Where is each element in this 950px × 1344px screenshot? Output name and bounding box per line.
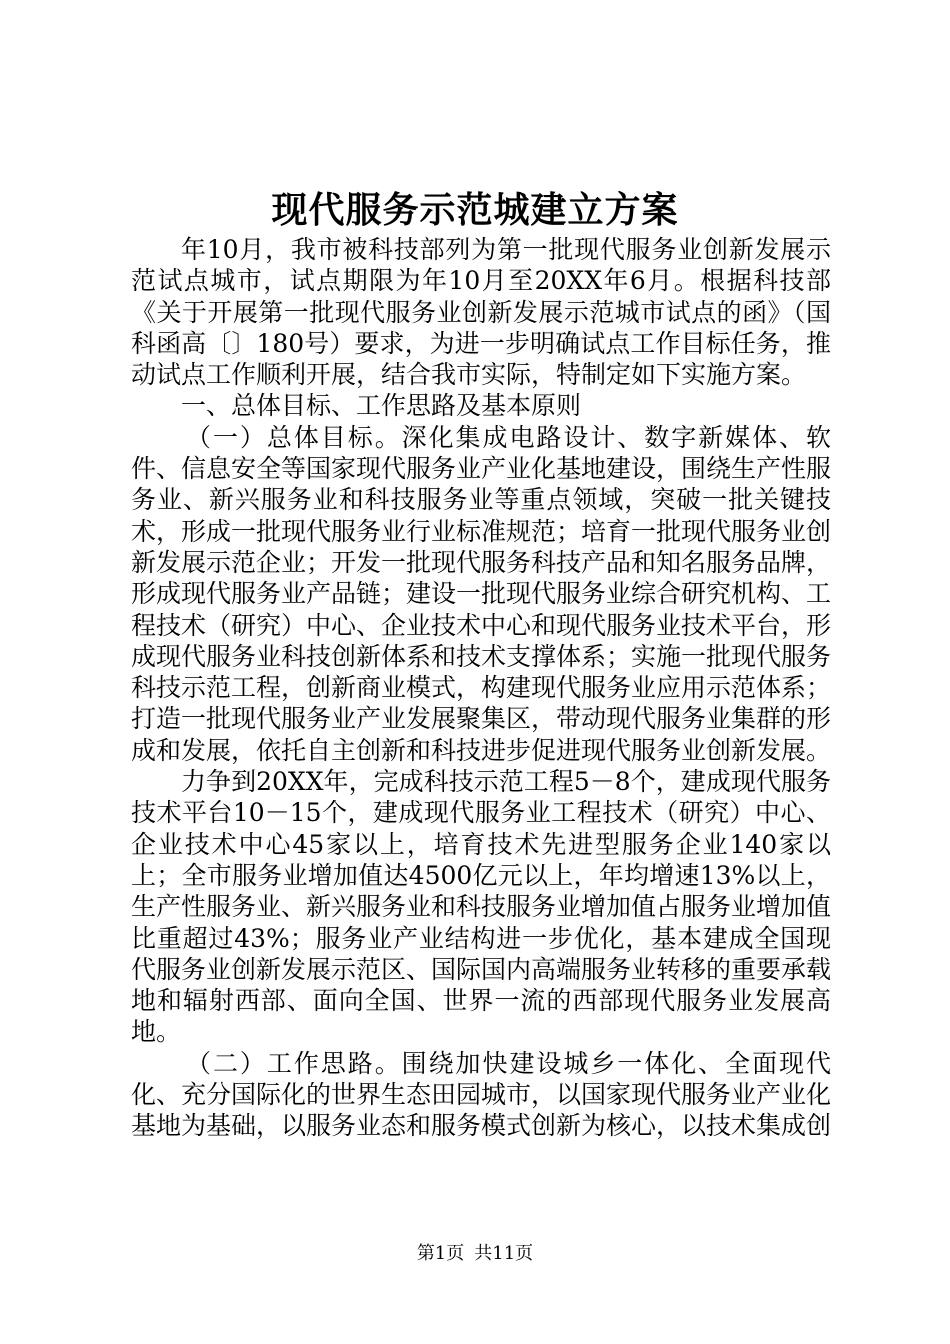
paragraph-overall-goal: （一）总体目标。深化集成电路设计、数字新媒体、软件、信息安全等国家现代服务业产业化基地建设，围绕生产性服务业、新兴服务业和科技服务业等重点领域，突破一批关键技术，形成一批现代服务业行业标准规范；培育一批现代服务业创新发展示范企业；开发一批现代服务科技产品和知名服务品牌，形成现代服务业产品链；建设一批现代服务业综合研究机构、工程技术（研究）中心、企业技术中心和现代服务业技术平台，形成现代服务业科技创新体系和技术支撑体系；实施一批现代服务科技示范工程，创新商业模式，构建现代服务业应用示范体系；打造一批现代服务业产业发展聚集区，带动现代服务业集群的形成和发展，依托自主创新和科技进步促进现代服务业创新发展。 <box>131 422 832 765</box>
section-heading-1: 一、总体目标、工作思路及基本原则 <box>181 391 582 421</box>
document-body <box>131 234 831 1142</box>
paragraph-targets: 力争到20XX年，完成科技示范工程5－8个，建成现代服务技术平台10－15个，建成现代服务业工程技术（研究）中心、企业技术中心45家以上，培育技术先进型服务企业140家以上；全市服务业增加值达4500亿元以上，年均增速13%以上，生产性服务业、新兴服务业和科技服务业增加值占服务业增加值比重超过43%；服务业产业结构进一步优化，基本建成全国现代服务业创新发展示范区、国际国内高端服务业转移的重要承载地和辐射西部、面向全国、世界一流的西部现代服务业发展高地。 <box>131 767 832 1047</box>
document-title: 现代服务示范城建立方案 <box>271 189 679 231</box>
paragraph-work-approach: （二）工作思路。围绕加快建设城乡一体化、全面现代化、充分国际化的世界生态田园城市，以国家现代服务业产业化基地为基础，以服务业态和服务模式创新为核心，以技术集成创 <box>131 1048 832 1141</box>
page-number: 第1页 <box>416 1243 465 1264</box>
paragraph-intro: 年10月，我市被科技部列为第一批现代服务业创新发展示范试点城市，试点期限为年10月至20XX年6月。根据科技部《关于开展第一批现代服务业创新发展示范城市试点的函》（国科函高〔〕180号）要求，为进一步明确试点工作目标任务，推动试点工作顺利开展，结合我市实际，特制定如下实施方案。 <box>131 235 831 390</box>
page-total: 共11页 <box>474 1243 534 1264</box>
page-footer <box>0 1242 950 1266</box>
